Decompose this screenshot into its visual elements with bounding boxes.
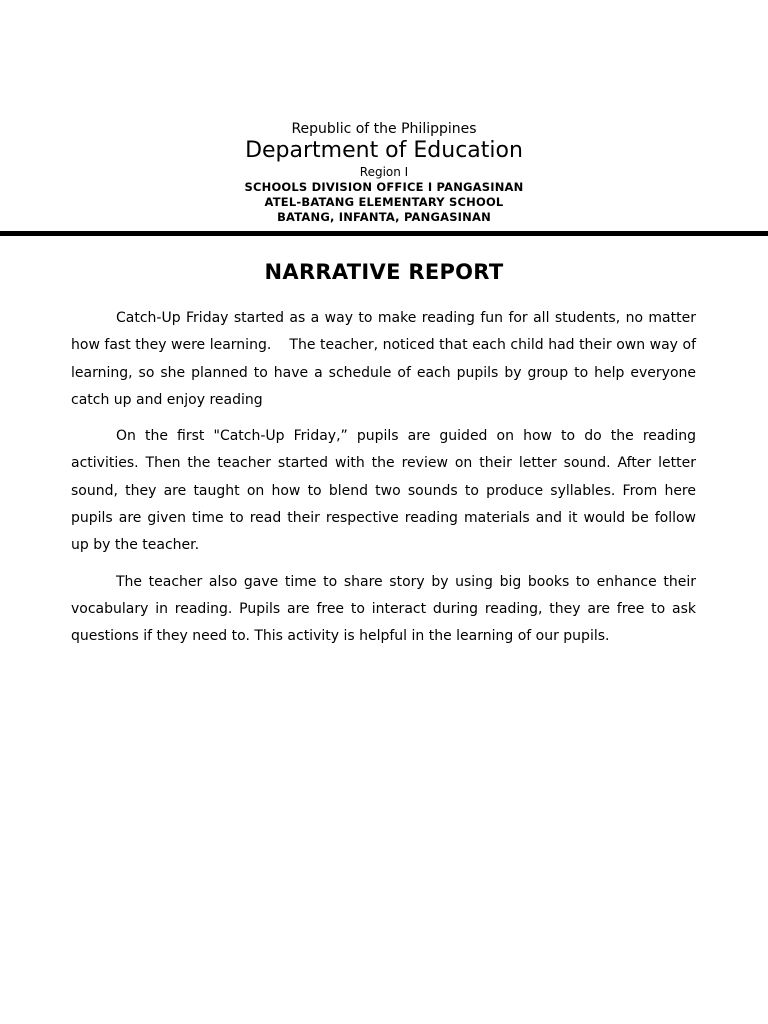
header-divider — [0, 231, 768, 236]
paragraph-2: On the first "Catch-Up Friday,” pupils are guided on how to do the reading activities. Then the teacher started with the review on their letter sound. After letter sound, they are taught on how to blend two sounds to produce syllables. From here pupils are given time to read their respective reading materials and it would be follow up by the teacher. — [71, 428, 696, 554]
report-body — [71, 305, 701, 660]
republic-line: Republic of the Philippines — [291, 121, 477, 137]
report-title: NARRATIVE REPORT — [264, 260, 504, 284]
letterhead — [0, 121, 768, 225]
division-office: SCHOOLS DIVISION OFFICE I PANGASINAN — [244, 180, 524, 194]
department-name: Department of Education — [245, 138, 523, 163]
school-name: ATEL-BATANG ELEMENTARY SCHOOL — [264, 195, 504, 209]
region-line: Region I — [359, 165, 409, 179]
paragraph-3: The teacher also gave time to share story by using big books to enhance their vocabulary in reading. Pupils are free to interact during reading, they are free to ask questions if they need to. This activity is helpful in the learning of our pupils. — [71, 573, 696, 645]
school-address: BATANG, INFANTA, PANGASINAN — [277, 210, 491, 224]
paragraph-1: Catch-Up Friday started as a way to make reading fun for all students, no matter how fast they were learning. The teacher, noticed that each child had their own way of learning, so she planned to have a schedule of each pupils by group to help everyone catch up and enjoy reading — [71, 310, 701, 408]
